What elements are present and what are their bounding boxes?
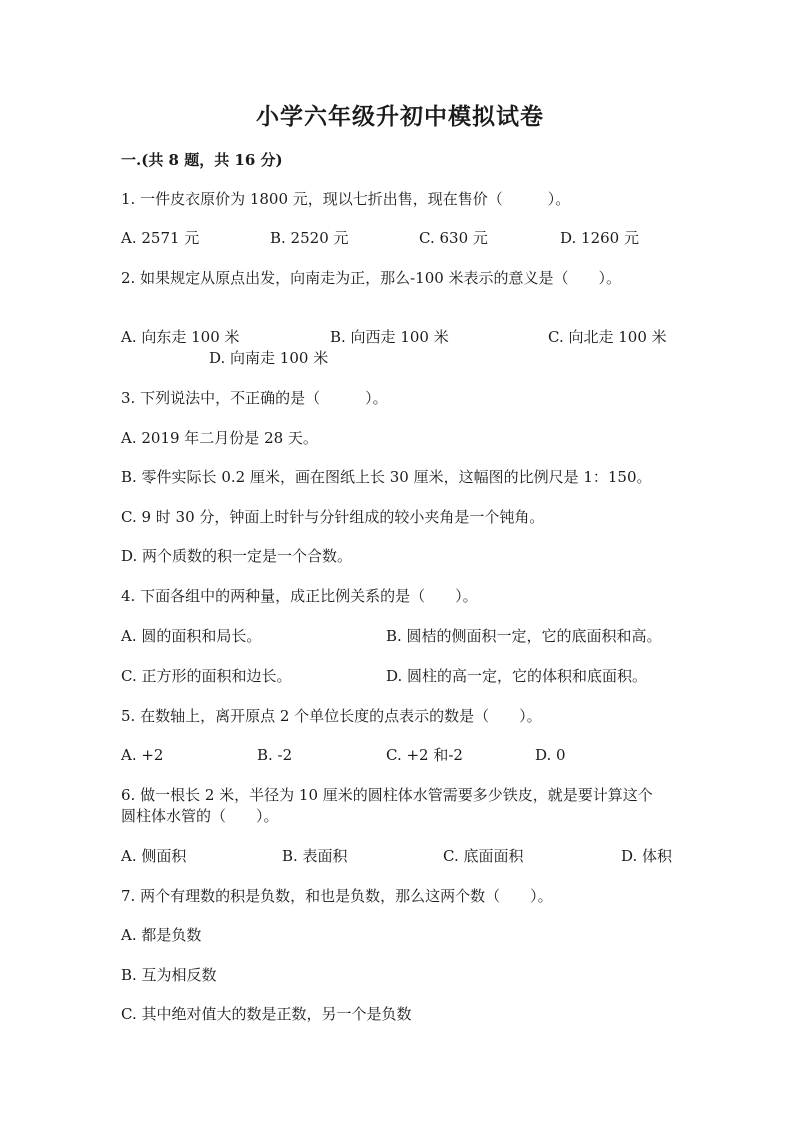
- question-6-option-c: C. 底面面积: [443, 847, 524, 865]
- question-3-option-d: D. 两个质数的积一定是一个合数。: [121, 547, 353, 565]
- question-3-stem: 3. 下列说法中，不正确的是（ ）。: [121, 389, 388, 407]
- question-6-option-a: A. 侧面积: [121, 847, 187, 865]
- question-6-stem-line-2: 圆柱体水管的（ ）。: [121, 807, 279, 825]
- question-2-option-a: A. 向东走 100 米: [121, 328, 240, 346]
- exam-title: 小学六年级升初中模拟试卷: [256, 103, 544, 130]
- question-5-option-d: D. 0: [535, 746, 566, 764]
- section-heading: 一.(共 8 题，共 16 分): [121, 151, 283, 169]
- question-6-stem-line-1: 6. 做一根长 2 米，半径为 10 厘米的圆柱体水管需要多少铁皮，就是要计算这个: [121, 786, 653, 804]
- question-4-stem: 4. 下面各组中的两种量，成正比例关系的是（ ）。: [121, 587, 478, 605]
- question-7-option-b: B. 互为相反数: [121, 966, 217, 984]
- question-1-option-a: A. 2571 元: [121, 229, 200, 247]
- question-6-option-b: B. 表面积: [282, 847, 348, 865]
- question-3-option-c: C. 9 时 30 分，钟面上时针与分针组成的较小夹角是一个钝角。: [121, 508, 545, 526]
- question-2-option-c: C. 向北走 100 米: [548, 328, 667, 346]
- question-2-option-d: D. 向南走 100 米: [209, 349, 329, 367]
- question-5-option-b: B. -2: [257, 746, 293, 764]
- question-1-option-b: B. 2520 元: [270, 229, 349, 247]
- question-3-option-a: A. 2019 年二月份是 28 天。: [121, 429, 318, 447]
- question-5-stem: 5. 在数轴上，离开原点 2 个单位长度的点表示的数是（ ）。: [121, 707, 542, 725]
- question-4-option-d: D. 圆柱的高一定，它的体积和底面积。: [386, 667, 648, 685]
- question-4-option-c: C. 正方形的面积和边长。: [121, 667, 292, 685]
- question-5-option-a: A. +2: [121, 746, 164, 764]
- question-2-stem: 2. 如果规定从原点出发，向南走为正，那么-100 米表示的意义是（ ）。: [121, 269, 622, 287]
- question-6-option-d: D. 体积: [621, 847, 673, 865]
- question-7-stem: 7. 两个有理数的积是负数，和也是负数，那么这两个数（ ）。: [121, 887, 553, 905]
- question-1-option-c: C. 630 元: [419, 229, 488, 247]
- question-7-option-a: A. 都是负数: [121, 926, 202, 944]
- question-3-option-b: B. 零件实际长 0.2 厘米，画在图纸上长 30 厘米，这幅图的比例尺是 1：150。: [121, 468, 652, 486]
- question-4-option-a: A. 圆的面积和局长。: [121, 627, 262, 645]
- question-1-stem: 1. 一件皮衣原价为 1800 元，现以七折出售，现在售价（ ）。: [121, 190, 571, 208]
- question-4-option-b: B. 圆桔的侧面积一定，它的底面积和高。: [386, 627, 662, 645]
- question-5-option-c: C. +2 和-2: [386, 746, 463, 764]
- question-2-option-b: B. 向西走 100 米: [330, 328, 449, 346]
- question-1-option-d: D. 1260 元: [560, 229, 639, 247]
- question-7-option-c: C. 其中绝对值大的数是正数，另一个是负数: [121, 1005, 412, 1023]
